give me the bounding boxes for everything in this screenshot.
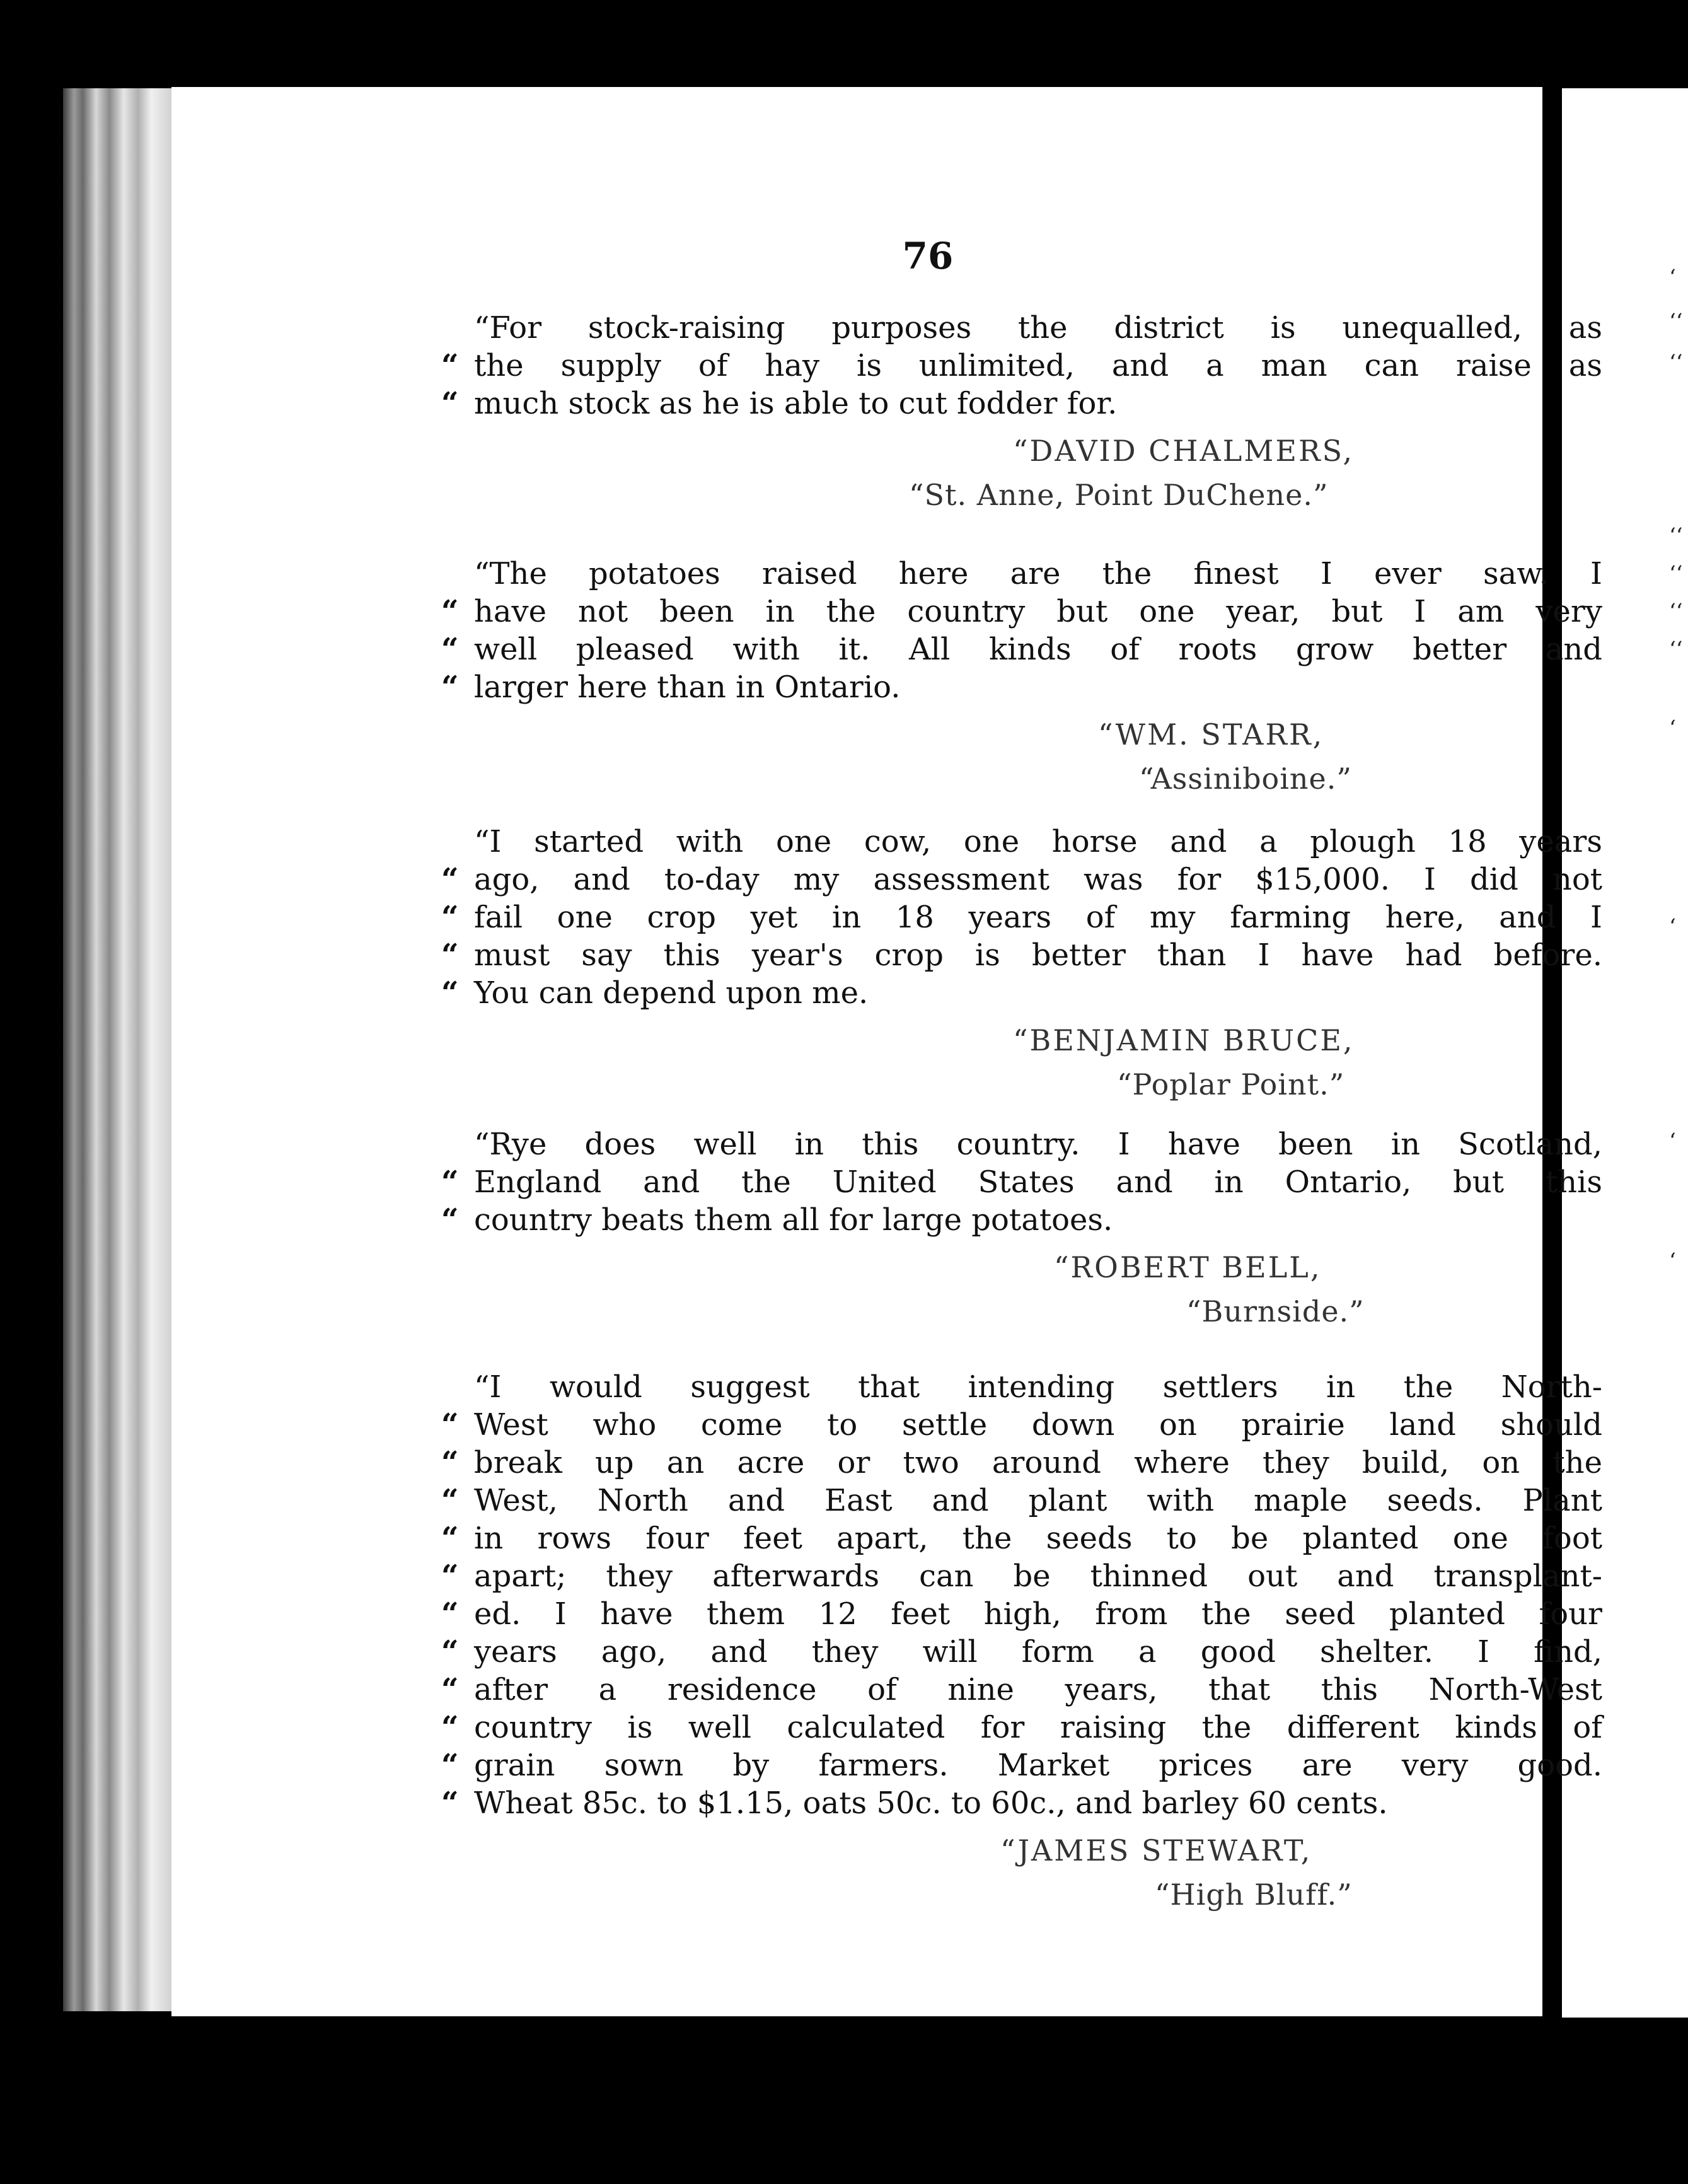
- quote-marker: “: [441, 1786, 459, 1821]
- text-content: must say this year's crop is better than I have had before.: [474, 938, 1602, 973]
- text-content: “I started with one cow, one horse and a plough 18 years: [474, 824, 1602, 859]
- text-content: much stock as he is able to cut fodder for.: [474, 386, 1118, 421]
- quote-marker: “: [441, 938, 459, 973]
- quote-marker: “: [441, 862, 459, 897]
- text-line: [441, 630, 1602, 668]
- text-content: larger here than in Ontario.: [474, 670, 901, 705]
- signature-place: “Burnside.”: [1186, 1294, 1365, 1328]
- text-line: [474, 309, 1602, 347]
- quote-marker: “: [441, 1748, 459, 1783]
- text-line: [441, 861, 1602, 898]
- text-content: years ago, and they will form a good shelter. I find,: [474, 1634, 1602, 1670]
- signature-place: “Assiniboine.”: [1139, 762, 1352, 796]
- quote-marker: “: [441, 900, 459, 935]
- text-content: country beats them all for large potatoes.: [474, 1202, 1113, 1238]
- text-line: [441, 1671, 1602, 1709]
- text-line: [441, 347, 1602, 385]
- text-content: “I would suggest that intending settlers in the North-: [474, 1369, 1602, 1405]
- text-content: the supply of hay is unlimited, and a man can raise as: [474, 348, 1602, 383]
- text-content: “For stock-raising purposes the district is unequalled, as: [474, 310, 1602, 346]
- text-line: [441, 898, 1602, 936]
- facing-page-mark: ‘‘: [1669, 350, 1683, 375]
- signature-name: “WM. STARR,: [1098, 717, 1324, 752]
- text-content: in rows four feet apart, the seeds to be planted one foot: [474, 1521, 1602, 1556]
- text-line: [441, 1746, 1602, 1784]
- text-content: have not been in the country but one year, but I am very: [474, 594, 1602, 629]
- text-line: [474, 555, 1602, 593]
- page-number: 76: [902, 235, 954, 277]
- signature-place: “Poplar Point.”: [1117, 1067, 1345, 1101]
- quote-marker: “: [441, 386, 459, 421]
- quote-marker: “: [441, 1672, 459, 1707]
- signature-name: “DAVID CHALMERS,: [1013, 434, 1355, 468]
- facing-page-mark: ‘: [1669, 1129, 1676, 1154]
- quote-marker: “: [441, 1634, 459, 1670]
- signature-name: “ROBERT BELL,: [1054, 1250, 1322, 1284]
- text-line: [441, 668, 1602, 706]
- text-content: “Rye does well in this country. I have been in Scotland,: [474, 1127, 1602, 1162]
- quote-marker: “: [441, 1165, 459, 1200]
- text-line: [441, 1163, 1602, 1201]
- quote-marker: “: [441, 1521, 459, 1556]
- quote-marker: “: [441, 1559, 459, 1594]
- facing-page-mark: ‘‘: [1669, 599, 1683, 624]
- text-line: [474, 1125, 1602, 1163]
- text-content: apart; they afterwards can be thinned out and transplant-: [474, 1559, 1602, 1594]
- text-line: [441, 974, 1602, 1012]
- text-content: grain sown by farmers. Market prices are very good.: [474, 1748, 1602, 1783]
- text-line: [441, 936, 1602, 974]
- facing-page-mark: ‘: [1669, 265, 1676, 290]
- quote-marker: “: [441, 1710, 459, 1745]
- text-content: England and the United States and in Ontario, but this: [474, 1165, 1602, 1200]
- text-content: after a residence of nine years, that this North-West: [474, 1672, 1602, 1707]
- signature-name: “JAMES STEWART,: [1000, 1833, 1312, 1867]
- text-line: [441, 1444, 1602, 1482]
- quote-marker: “: [441, 975, 459, 1011]
- quote-marker: “: [441, 670, 459, 705]
- quote-marker: “: [441, 1445, 459, 1480]
- facing-page-mark: ‘: [1669, 716, 1676, 741]
- facing-page-mark: ‘‘: [1669, 523, 1683, 549]
- signature-place: “High Bluff.”: [1155, 1878, 1353, 1912]
- text-content: You can depend upon me.: [474, 975, 869, 1011]
- text-line: [441, 1519, 1602, 1557]
- facing-page-mark: ‘: [1669, 1248, 1676, 1274]
- text-content: ago, and to-day my assessment was for $15,000. I did not: [474, 862, 1602, 897]
- text-line: [441, 1784, 1602, 1822]
- facing-page-mark: ‘‘: [1669, 637, 1683, 662]
- text-line: [474, 1368, 1602, 1406]
- text-content: break up an acre or two around where they build, on the: [474, 1445, 1602, 1480]
- text-content: ed. I have them 12 feet high, from the seed planted four: [474, 1596, 1602, 1632]
- text-content: well pleased with it. All kinds of roots grow better and: [474, 632, 1602, 667]
- text-line: [441, 1201, 1602, 1239]
- facing-page-mark: ‘: [1669, 914, 1676, 939]
- text-line: [441, 1709, 1602, 1746]
- quote-marker: “: [441, 632, 459, 667]
- text-content: Wheat 85c. to $1.15, oats 50c. to 60c., and barley 60 cents.: [474, 1786, 1388, 1821]
- text-line: [441, 1595, 1602, 1633]
- quote-marker: “: [441, 1596, 459, 1632]
- facing-page-mark: ‘‘: [1669, 309, 1683, 334]
- facing-page-mark: ‘‘: [1669, 561, 1683, 586]
- quote-marker: “: [441, 1407, 459, 1443]
- text-content: West who come to settle down on prairie land should: [474, 1407, 1602, 1443]
- quote-marker: “: [441, 1483, 459, 1518]
- quote-marker: “: [441, 348, 459, 383]
- text-line: [441, 593, 1602, 630]
- text-line: [441, 1406, 1602, 1444]
- signature-place: “St. Anne, Point DuChene.”: [909, 478, 1329, 512]
- quote-marker: “: [441, 594, 459, 629]
- text-content: country is well calculated for raising the different kinds of: [474, 1710, 1602, 1745]
- text-line: [474, 823, 1602, 861]
- text-line: [441, 385, 1602, 422]
- book-gutter: [63, 88, 173, 2011]
- text-line: [441, 1557, 1602, 1595]
- text-content: fail one crop yet in 18 years of my farming here, and I: [474, 900, 1602, 935]
- text-line: [441, 1482, 1602, 1519]
- quote-marker: “: [441, 1202, 459, 1238]
- text-content: West, North and East and plant with maple seeds. Plant: [474, 1483, 1602, 1518]
- signature-name: “BENJAMIN BRUCE,: [1013, 1023, 1355, 1057]
- text-content: “The potatoes raised here are the finest I ever saw. I: [474, 556, 1602, 591]
- text-line: [441, 1633, 1602, 1671]
